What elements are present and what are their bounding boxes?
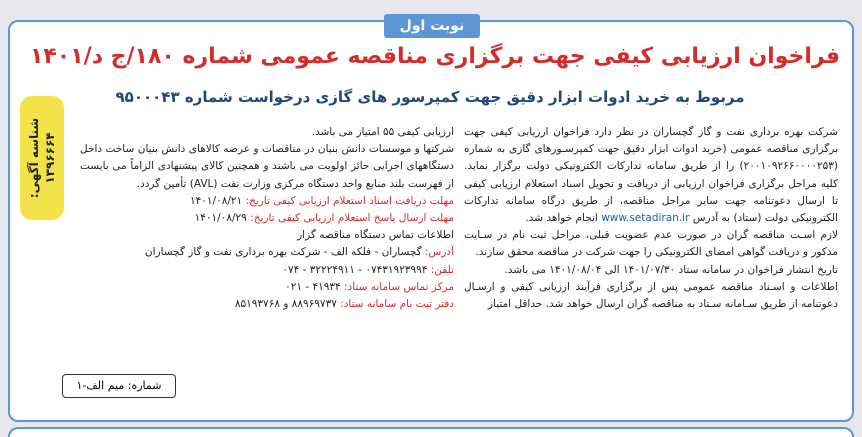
right-column xyxy=(464,124,838,313)
intro-paragraph xyxy=(464,124,838,227)
ad-id-text xyxy=(26,118,58,198)
setad-contact-value: ۴۱۹۳۴ - ۰۲۱ xyxy=(285,280,341,293)
deadline-receive-value: ۱۴۰۱/۰۸/۲۱ xyxy=(189,194,243,207)
ad-id-value: ۱۳۹۶۶۶۴ xyxy=(43,132,57,184)
intro-end-text: انجام خواهد شد. xyxy=(525,212,598,225)
address-line xyxy=(80,244,454,261)
notice-number-box: شماره: میم الف-۱ xyxy=(62,374,176,398)
contact-heading: اطلاعات تماس دستگاه مناقصه گزار xyxy=(297,229,454,242)
deadline-send-label: مهلت ارسال پاسخ استعلام ارزیابی کیفی تاریخ: xyxy=(250,212,454,225)
next-notice-edge xyxy=(8,427,854,437)
setad-register-line xyxy=(80,296,454,313)
setad-register-label: دفتر ثبت نام سامانه ستاد: xyxy=(340,298,454,311)
registration-paragraph: لازم اسـت مناقصه گران در صورت عدم عضویت قبلی، مراحل ثبت نام در سـایت مذکور و دریافت گواهی امضای الکترونیکی را جهت شرکت در مناقصه محقق سازند. xyxy=(464,229,838,259)
knowledge-based-paragraph: شرکتها و موسسات دانش بنیان در مناقصات و عرضه کالاهای دانش بنیان ساخت داخل دستگاههای اجرایی حائز اولویت می باشند و همچنین کالای پیشنهادی الزاماً می بایست از فهرست بلند منابع واحد دستگاه مرکزی وزارت نفت (AVL) تأمین گردد. xyxy=(80,143,454,190)
publish-date-paragraph: تاریخ انتشار فراخوان در سامانه ستاد ۱۴۰۱/۰۷/۳۰ الی ۱۴۰۱/۰۸/۰۴ می باشد. xyxy=(504,263,838,276)
notice-subtitle: مربوط به خرید ادوات ابزار دقیق جهت کمپرسور های گازی درخواست شماره ۹۵۰۰۰۴۳ xyxy=(115,88,745,106)
setad-contact-label: مرکز تماس سامانه ستاد: xyxy=(344,280,454,293)
phone-value: ۰۷۴۳۱۹۲۳۹۹۴ - ۳۲۲۲۴۹۱۱ - ۰۷۴ xyxy=(282,263,428,276)
left-column xyxy=(80,124,454,313)
notice-title: فراخوان ارزیابی کیفی جهت برگزاری مناقصه عمومی شماره ۱۸۰/ج د/۱۴۰۱ xyxy=(29,44,840,69)
address-value: گچساران - فلکه الف - شرکت بهره برداری نفت و گاز گچساران xyxy=(144,246,422,259)
deadline-send-value: ۱۴۰۱/۰۸/۲۹ xyxy=(194,212,247,225)
ad-id-badge xyxy=(20,96,64,220)
deadline-send-line xyxy=(80,210,454,227)
address-label: آدرس: xyxy=(424,246,454,259)
deadline-receive-line xyxy=(80,193,454,210)
setad-url-link[interactable]: www.setadiran.ir xyxy=(601,212,690,225)
setad-register-value: ۸۸۹۶۹۷۳۷ و ۸۵۱۹۳۷۶۸ xyxy=(234,298,337,311)
intro-text: شرکت بهره برداری نفت و گاز گچساران در نظر دارد فراخوان ارزیابی کیفی جهت برگزاری مناقصه عمومی (خرید ادوات ابزار دقیق جهت کمپرسـورهای گازی به شماره (۲۰۰۱۰۹۲۶۶۰۰۰۰۲۵۳) را از طریق سامانه تدارکات الکترونیکی دولت برگزار نماید. کلیه مراحل برگزاری فراخوان ارزیابی از دریافت و تحویل اسناد استعلام ارزیابی کیفی تا ارسال دعوتنامه جهت سایر مراحل مناقصه، از طریق درگاه سامانه تدارکات الکترونیکی دولت (ستاد) به آدرس xyxy=(464,126,838,225)
phone-label: تلفن: xyxy=(430,263,454,276)
edition-banner: نوبت اول xyxy=(384,14,480,38)
min-score-paragraph: ارزیابی کیفی ۵۵ امتیاز می باشد. xyxy=(311,126,454,138)
setad-contact-line xyxy=(80,279,454,296)
phone-line xyxy=(80,262,454,279)
documents-paragraph: اطلاعات و اسـناد مناقصه عمومی پس از برگزاری فرآیند ارزیابی کیفی و ارسـال دعوتنامه از طریق سـامانه سـتاد به مناقصه گران ارسال خواهد شد. حداقل امتیاز xyxy=(464,280,838,311)
ad-id-label: شناسه آگهی: xyxy=(27,117,41,199)
deadline-receive-label: مهلت دریافت اسناد استعلام ارزیابی کیفی تاریخ: xyxy=(245,194,454,207)
